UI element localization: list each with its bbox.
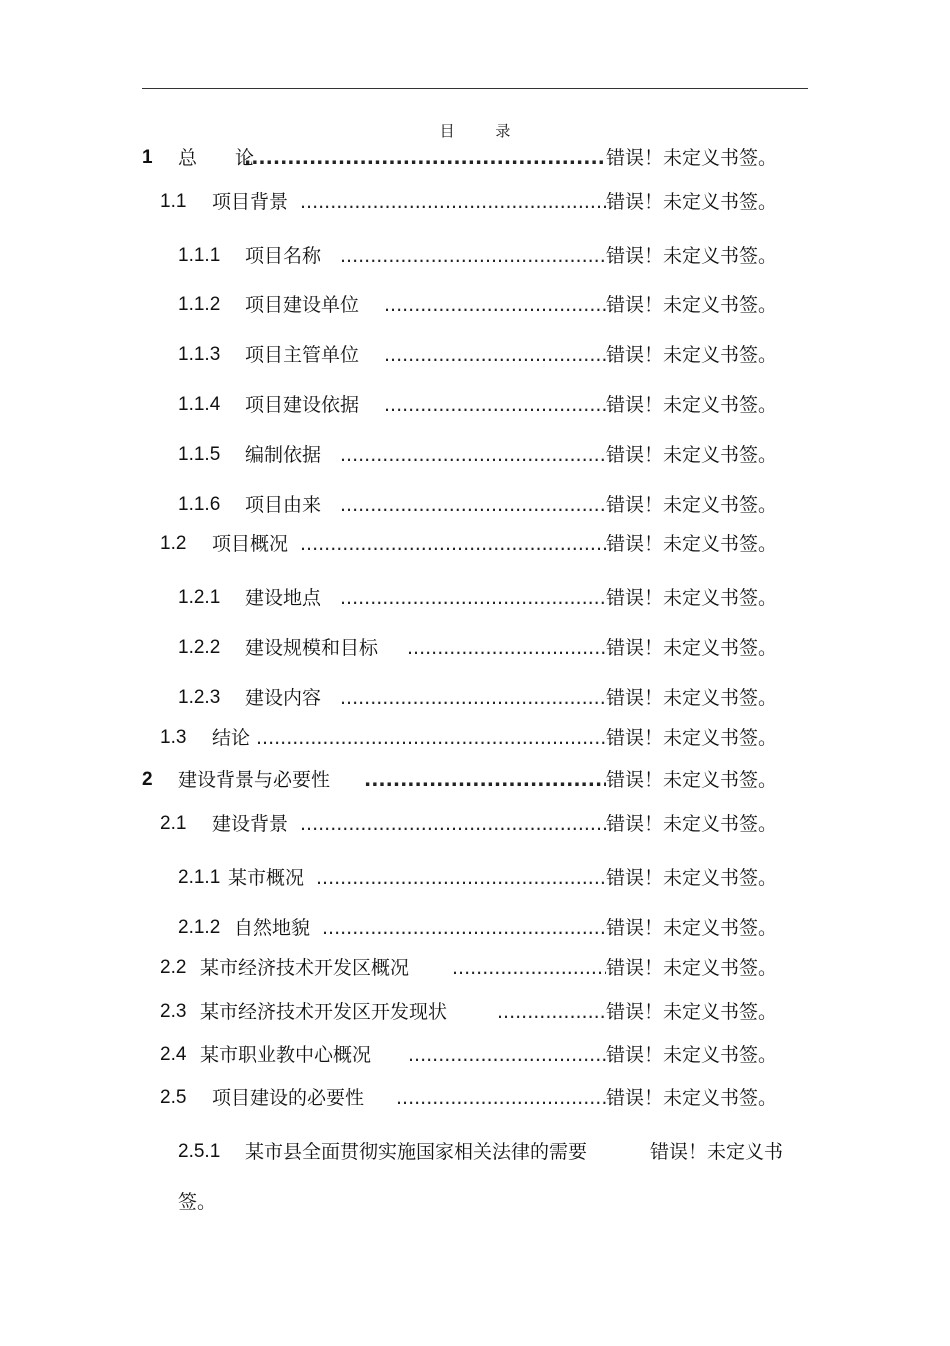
toc-entry-number: 2.5 (160, 1087, 187, 1108)
toc-entry-number: 1 (142, 147, 153, 168)
toc-leader-dots (452, 953, 606, 983)
toc-entry[interactable] (0, 723, 950, 753)
toc-entry[interactable] (0, 583, 950, 613)
toc-leader-dots (300, 529, 606, 559)
toc-leader-dots (384, 340, 606, 370)
toc-entry-ref: 错误！未定义书签。 (606, 147, 778, 169)
toc-entry-ref: 错误！未定义书签。 (606, 813, 778, 835)
toc-entry[interactable] (0, 809, 950, 839)
toc-entry-title: 项目建设依据 (245, 394, 360, 416)
toc-entry-number: 2.3 (160, 1001, 187, 1022)
toc-entry-ref-continued: 签。 (178, 1191, 217, 1213)
toc-entry[interactable] (0, 683, 950, 713)
toc-entry-ref: 错误！未定义书签。 (606, 957, 778, 979)
toc-entry[interactable] (0, 1083, 950, 1113)
header-rule (142, 88, 808, 89)
toc-entry-title: 某市概况 (228, 867, 305, 889)
toc-entry-number: 2.1 (160, 813, 187, 834)
toc-entry-ref: 错误！未定义书签。 (606, 245, 778, 267)
toc-entry[interactable] (0, 340, 950, 370)
toc-entry[interactable] (0, 997, 950, 1027)
toc-entry[interactable] (0, 529, 950, 559)
toc-entry-ref: 错误！未定义书签。 (606, 444, 778, 466)
toc-entry-ref: 错误！未定义书签。 (606, 769, 778, 791)
toc-leader-dots (497, 997, 606, 1027)
toc-entry-number: 1.2 (160, 533, 187, 554)
toc-entry-ref: 错误！未定义书签。 (606, 917, 778, 939)
toc-entry-number: 1.1.1 (178, 245, 221, 266)
toc-leader-dots (300, 187, 606, 217)
toc-leader-dots (384, 290, 606, 320)
toc-leader-dots (300, 809, 606, 839)
toc-entry-title: 建设背景 (212, 813, 289, 835)
toc-entry-title: 某市经济技术开发区概况 (200, 957, 410, 979)
toc-leader-dots (364, 765, 606, 795)
toc-leader-dots (407, 633, 606, 663)
toc-leader-dots (322, 913, 606, 943)
toc-entry[interactable] (0, 633, 950, 663)
toc-entry-title: 总 论 (178, 147, 271, 169)
toc-entry[interactable] (0, 290, 950, 320)
toc-entry[interactable] (0, 390, 950, 420)
toc-entry-ref: 错误！未定义书签。 (606, 687, 778, 709)
toc-entry[interactable] (0, 1040, 950, 1070)
toc-entry-ref: 错误！未定义书签。 (606, 294, 778, 316)
toc-entry-ref: 错误！未定义书 (650, 1141, 784, 1163)
toc-entry-title: 编制依据 (245, 444, 322, 466)
toc-leader-dots (340, 241, 606, 271)
toc-entry[interactable] (0, 1137, 950, 1167)
toc-entry-ref: 错误！未定义书签。 (606, 1087, 778, 1109)
toc-entry[interactable] (0, 863, 950, 893)
toc-entry-title: 项目概况 (212, 533, 289, 555)
toc-entry-title: 项目建设的必要性 (212, 1087, 365, 1109)
toc-entry-number: 1.1.2 (178, 294, 221, 315)
toc-entry-number: 1.1.5 (178, 444, 221, 465)
toc-entry-title: 某市县全面贯彻实施国家相关法律的需要 (245, 1141, 588, 1163)
toc-entry-ref: 错误！未定义书签。 (606, 533, 778, 555)
toc-leader-dots (340, 490, 606, 520)
toc-entry-number: 1.2.2 (178, 637, 221, 658)
toc-entry[interactable] (0, 490, 950, 520)
toc-entry-ref: 错误！未定义书签。 (606, 637, 778, 659)
toc-entry-number: 2.5.1 (178, 1141, 221, 1162)
toc-entry-ref: 错误！未定义书签。 (606, 867, 778, 889)
toc-leader-dots (256, 723, 606, 753)
toc-entry-title: 建设地点 (245, 587, 322, 609)
toc-entry[interactable] (0, 187, 950, 217)
toc-entry-number: 1.3 (160, 727, 187, 748)
toc-entry-number: 1.1.3 (178, 344, 221, 365)
toc-entry-number: 2.1.1 (178, 867, 221, 888)
toc-entry-ref: 错误！未定义书签。 (606, 494, 778, 516)
toc-entry-number: 2 (142, 769, 153, 790)
toc-entry-number: 1.2.3 (178, 687, 221, 708)
toc-entry-number: 1.1.4 (178, 394, 221, 415)
toc-entry-ref: 错误！未定义书签。 (606, 344, 778, 366)
toc-entry-continuation (0, 1187, 950, 1217)
toc-entry-number: 1.1.6 (178, 494, 221, 515)
toc-entry-ref: 错误！未定义书签。 (606, 191, 778, 213)
toc-entry[interactable] (0, 241, 950, 271)
toc-entry-ref: 错误！未定义书签。 (606, 1044, 778, 1066)
toc-entry-ref: 错误！未定义书签。 (606, 1001, 778, 1023)
toc-entry-title: 某市经济技术开发区开发现状 (200, 1001, 448, 1023)
toc-entry[interactable] (0, 953, 950, 983)
toc-entry-title: 项目主管单位 (245, 344, 360, 366)
toc-entry-ref: 错误！未定义书签。 (606, 394, 778, 416)
toc-entry-title: 自然地貌 (234, 917, 311, 939)
toc-entry-number: 1.1 (160, 191, 187, 212)
toc-entry[interactable] (0, 765, 950, 795)
toc-heading: 目 录 (439, 122, 529, 140)
toc-leader-dots (316, 863, 606, 893)
toc-leader-dots (340, 683, 606, 713)
toc-leader-dots (340, 440, 606, 470)
toc-entry-title: 项目建设单位 (245, 294, 360, 316)
toc-entry-number: 2.4 (160, 1044, 187, 1065)
toc-entry-title: 结论 (212, 727, 251, 749)
toc-entry-title: 建设规模和目标 (245, 637, 379, 659)
toc-entry-number: 2.2 (160, 957, 187, 978)
toc-leader-dots (396, 1083, 606, 1113)
toc-entry-title: 项目由来 (245, 494, 322, 516)
toc-entry-title: 建设背景与必要性 (178, 769, 331, 791)
toc-entry[interactable] (0, 440, 950, 470)
toc-entry[interactable] (0, 913, 950, 943)
toc-entry-title: 某市职业教中心概况 (200, 1044, 372, 1066)
toc-leader-dots (244, 143, 606, 173)
toc-entry-title: 建设内容 (245, 687, 322, 709)
toc-entry[interactable] (0, 143, 950, 173)
toc-entry-title: 项目名称 (245, 245, 322, 267)
toc-entry-number: 2.1.2 (178, 917, 221, 938)
toc-entry-ref: 错误！未定义书签。 (606, 587, 778, 609)
toc-entry-title: 项目背景 (212, 191, 289, 213)
toc-leader-dots (340, 583, 606, 613)
toc-leader-dots (408, 1040, 606, 1070)
toc-entry-ref: 错误！未定义书签。 (606, 727, 778, 749)
toc-leader-dots (384, 390, 606, 420)
toc-entry-number: 1.2.1 (178, 587, 221, 608)
